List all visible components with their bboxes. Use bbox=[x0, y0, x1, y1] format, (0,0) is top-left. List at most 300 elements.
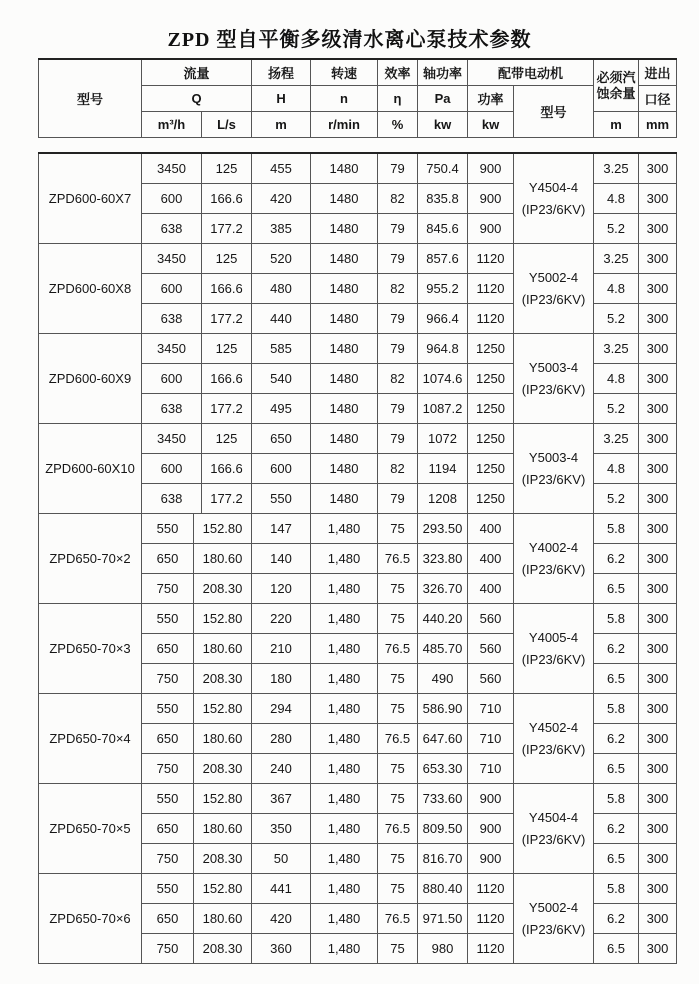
flow-ls-cell: 180.60 bbox=[194, 814, 252, 844]
motor-power-cell: 1250 bbox=[468, 424, 514, 454]
unit-head-m: m bbox=[252, 112, 311, 138]
motor-power-cell: 1250 bbox=[468, 334, 514, 364]
head-cell: 240 bbox=[252, 754, 311, 784]
port-cell: 300 bbox=[639, 184, 677, 214]
speed-cell: 1480 bbox=[311, 153, 378, 184]
head-cell: 455 bbox=[252, 153, 311, 184]
flow-ls-cell: 125 bbox=[202, 244, 252, 274]
motor-spec-text: (IP23/6KV) bbox=[521, 651, 586, 667]
npsh-cell: 6.5 bbox=[594, 844, 639, 874]
head-cell: 210 bbox=[252, 634, 311, 664]
npsh-cell: 3.25 bbox=[594, 244, 639, 274]
npsh-label-line1: 必须汽 bbox=[596, 69, 636, 85]
shaft-power-cell: 647.60 bbox=[418, 724, 468, 754]
npsh-cell: 6.5 bbox=[594, 664, 639, 694]
npsh-cell: 6.2 bbox=[594, 904, 639, 934]
head-cell: 120 bbox=[252, 574, 311, 604]
efficiency-cell: 75 bbox=[378, 694, 418, 724]
efficiency-cell: 79 bbox=[378, 214, 418, 244]
motor-model-text: Y4504-4 bbox=[528, 809, 579, 825]
head-cell: 550 bbox=[252, 484, 311, 514]
npsh-cell: 6.2 bbox=[594, 544, 639, 574]
speed-cell: 1480 bbox=[311, 484, 378, 514]
shaft-power-cell: 1208 bbox=[418, 484, 468, 514]
flow-ls-cell: 208.30 bbox=[194, 574, 252, 604]
speed-cell: 1,480 bbox=[311, 514, 378, 544]
flow-ls-cell: 208.30 bbox=[194, 934, 252, 964]
speed-cell: 1,480 bbox=[311, 604, 378, 634]
col-header-port-line1: 进出 bbox=[639, 59, 677, 86]
flow-m3h-cell: 600 bbox=[142, 364, 202, 394]
head-cell: 585 bbox=[252, 334, 311, 364]
motor-model-cell bbox=[514, 334, 594, 424]
speed-cell: 1,480 bbox=[311, 814, 378, 844]
flow-ls-cell: 166.6 bbox=[202, 274, 252, 304]
flow-m3h-cell: 638 bbox=[142, 304, 202, 334]
flow-m3h-cell: 650 bbox=[142, 904, 194, 934]
efficiency-cell: 79 bbox=[378, 244, 418, 274]
port-cell: 300 bbox=[639, 544, 677, 574]
efficiency-cell: 79 bbox=[378, 394, 418, 424]
shaft-power-cell: 964.8 bbox=[418, 334, 468, 364]
motor-model-cell bbox=[514, 424, 594, 514]
port-cell: 300 bbox=[639, 754, 677, 784]
col-header-head-h: H bbox=[252, 86, 311, 112]
head-cell: 650 bbox=[252, 424, 311, 454]
port-cell: 300 bbox=[639, 634, 677, 664]
motor-power-cell: 710 bbox=[468, 694, 514, 724]
flow-m3h-cell: 650 bbox=[142, 724, 194, 754]
npsh-cell: 5.8 bbox=[594, 784, 639, 814]
motor-model-text: Y4502-4 bbox=[528, 719, 579, 735]
table-row bbox=[39, 874, 677, 904]
efficiency-cell: 75 bbox=[378, 664, 418, 694]
flow-m3h-cell: 650 bbox=[142, 634, 194, 664]
npsh-cell: 5.2 bbox=[594, 484, 639, 514]
efficiency-cell: 75 bbox=[378, 784, 418, 814]
shaft-power-cell: 485.70 bbox=[418, 634, 468, 664]
shaft-power-cell: 980 bbox=[418, 934, 468, 964]
motor-spec-text: (IP23/6KV) bbox=[521, 741, 586, 757]
shaft-power-cell: 323.80 bbox=[418, 544, 468, 574]
shaft-power-cell: 326.70 bbox=[418, 574, 468, 604]
speed-cell: 1,480 bbox=[311, 904, 378, 934]
col-header-flow-q: Q bbox=[142, 86, 252, 112]
flow-m3h-cell: 3450 bbox=[142, 244, 202, 274]
flow-ls-cell: 166.6 bbox=[202, 454, 252, 484]
pump-model-cell: ZPD600-60X10 bbox=[39, 424, 142, 514]
table-row bbox=[39, 784, 677, 814]
col-header-motor: 配带电动机 bbox=[468, 59, 594, 86]
motor-power-cell: 400 bbox=[468, 574, 514, 604]
shaft-power-cell: 293.50 bbox=[418, 514, 468, 544]
unit-percent: % bbox=[378, 112, 418, 138]
efficiency-cell: 75 bbox=[378, 604, 418, 634]
head-cell: 480 bbox=[252, 274, 311, 304]
port-cell: 300 bbox=[639, 153, 677, 184]
col-header-head: 扬程 bbox=[252, 59, 311, 86]
motor-power-cell: 1250 bbox=[468, 454, 514, 484]
port-cell: 300 bbox=[639, 784, 677, 814]
shaft-power-cell: 586.90 bbox=[418, 694, 468, 724]
pump-model-cell: ZPD600-60X8 bbox=[39, 244, 142, 334]
shaft-power-cell: 816.70 bbox=[418, 844, 468, 874]
efficiency-cell: 75 bbox=[378, 754, 418, 784]
npsh-label-line2: 蚀余量 bbox=[596, 85, 636, 101]
motor-model-cell bbox=[514, 604, 594, 694]
flow-m3h-cell: 750 bbox=[142, 844, 194, 874]
motor-spec-text: (IP23/6KV) bbox=[521, 921, 586, 937]
head-cell: 495 bbox=[252, 394, 311, 424]
flow-ls-cell: 177.2 bbox=[202, 214, 252, 244]
speed-cell: 1,480 bbox=[311, 874, 378, 904]
npsh-cell: 4.8 bbox=[594, 184, 639, 214]
head-cell: 520 bbox=[252, 244, 311, 274]
npsh-cell: 6.5 bbox=[594, 754, 639, 784]
motor-spec-text: (IP23/6KV) bbox=[521, 381, 586, 397]
speed-cell: 1,480 bbox=[311, 754, 378, 784]
table-row bbox=[39, 244, 677, 274]
flow-m3h-cell: 638 bbox=[142, 484, 202, 514]
col-header-speed: 转速 bbox=[311, 59, 378, 86]
motor-power-cell: 1120 bbox=[468, 904, 514, 934]
motor-power-cell: 900 bbox=[468, 784, 514, 814]
npsh-cell: 4.8 bbox=[594, 454, 639, 484]
port-cell: 300 bbox=[639, 394, 677, 424]
flow-m3h-cell: 600 bbox=[142, 454, 202, 484]
speed-cell: 1480 bbox=[311, 424, 378, 454]
port-cell: 300 bbox=[639, 454, 677, 484]
shaft-power-cell: 880.40 bbox=[418, 874, 468, 904]
port-cell: 300 bbox=[639, 814, 677, 844]
pump-model-cell: ZPD600-60X9 bbox=[39, 334, 142, 424]
efficiency-cell: 82 bbox=[378, 274, 418, 304]
unit-m3h: m³/h bbox=[142, 112, 202, 138]
head-cell: 180 bbox=[252, 664, 311, 694]
flow-ls-cell: 180.60 bbox=[194, 724, 252, 754]
shaft-power-cell: 653.30 bbox=[418, 754, 468, 784]
motor-spec-text: (IP23/6KV) bbox=[521, 471, 586, 487]
npsh-cell: 6.2 bbox=[594, 814, 639, 844]
head-cell: 140 bbox=[252, 544, 311, 574]
shaft-power-cell: 955.2 bbox=[418, 274, 468, 304]
port-cell: 300 bbox=[639, 904, 677, 934]
efficiency-cell: 76.5 bbox=[378, 814, 418, 844]
npsh-cell: 6.2 bbox=[594, 634, 639, 664]
shaft-power-cell: 845.6 bbox=[418, 214, 468, 244]
efficiency-cell: 82 bbox=[378, 184, 418, 214]
motor-power-cell: 900 bbox=[468, 814, 514, 844]
flow-ls-cell: 125 bbox=[202, 334, 252, 364]
head-cell: 600 bbox=[252, 454, 311, 484]
efficiency-cell: 75 bbox=[378, 514, 418, 544]
motor-model-text: Y5002-4 bbox=[528, 269, 579, 285]
shaft-power-cell: 966.4 bbox=[418, 304, 468, 334]
port-cell: 300 bbox=[639, 484, 677, 514]
head-cell: 367 bbox=[252, 784, 311, 814]
flow-m3h-cell: 550 bbox=[142, 694, 194, 724]
flow-m3h-cell: 3450 bbox=[142, 424, 202, 454]
motor-model-text: Y4002-4 bbox=[528, 539, 579, 555]
head-cell: 220 bbox=[252, 604, 311, 634]
port-cell: 300 bbox=[639, 334, 677, 364]
motor-power-cell: 1120 bbox=[468, 274, 514, 304]
pump-model-cell: ZPD650-70×3 bbox=[39, 604, 142, 694]
pump-model-cell: ZPD600-60X7 bbox=[39, 153, 142, 244]
col-header-efficiency: 效率 bbox=[378, 59, 418, 86]
npsh-cell: 6.2 bbox=[594, 724, 639, 754]
col-header-shaft-power: 轴功率 bbox=[418, 59, 468, 86]
head-cell: 540 bbox=[252, 364, 311, 394]
head-cell: 350 bbox=[252, 814, 311, 844]
flow-m3h-cell: 750 bbox=[142, 664, 194, 694]
shaft-power-cell: 733.60 bbox=[418, 784, 468, 814]
flow-ls-cell: 177.2 bbox=[202, 304, 252, 334]
flow-m3h-cell: 650 bbox=[142, 544, 194, 574]
page-title: ZPD 型自平衡多级清水离心泵技术参数 bbox=[167, 29, 532, 51]
table-row bbox=[39, 694, 677, 724]
motor-model-cell bbox=[514, 153, 594, 244]
flow-ls-cell: 125 bbox=[202, 424, 252, 454]
pump-model-cell: ZPD650-70×5 bbox=[39, 784, 142, 874]
speed-cell: 1,480 bbox=[311, 784, 378, 814]
table-row bbox=[39, 604, 677, 634]
flow-ls-cell: 177.2 bbox=[202, 484, 252, 514]
flow-m3h-cell: 750 bbox=[142, 574, 194, 604]
npsh-cell: 5.8 bbox=[594, 514, 639, 544]
col-header-shaft-pa: Pa bbox=[418, 86, 468, 112]
port-cell: 300 bbox=[639, 514, 677, 544]
motor-power-cell: 560 bbox=[468, 664, 514, 694]
motor-model-text: Y4005-4 bbox=[528, 629, 579, 645]
npsh-cell: 5.2 bbox=[594, 214, 639, 244]
speed-cell: 1480 bbox=[311, 184, 378, 214]
efficiency-cell: 82 bbox=[378, 364, 418, 394]
speed-cell: 1,480 bbox=[311, 574, 378, 604]
flow-m3h-cell: 550 bbox=[142, 604, 194, 634]
unit-mm: mm bbox=[639, 112, 677, 138]
flow-ls-cell: 152.80 bbox=[194, 874, 252, 904]
unit-rmin: r/min bbox=[311, 112, 378, 138]
speed-cell: 1,480 bbox=[311, 724, 378, 754]
shaft-power-cell: 1194 bbox=[418, 454, 468, 484]
shaft-power-cell: 490 bbox=[418, 664, 468, 694]
speed-cell: 1,480 bbox=[311, 934, 378, 964]
efficiency-cell: 75 bbox=[378, 874, 418, 904]
port-cell: 300 bbox=[639, 274, 677, 304]
npsh-cell: 6.5 bbox=[594, 574, 639, 604]
efficiency-cell: 79 bbox=[378, 484, 418, 514]
flow-m3h-cell: 650 bbox=[142, 814, 194, 844]
head-cell: 420 bbox=[252, 904, 311, 934]
col-header-npsh bbox=[594, 59, 639, 112]
efficiency-cell: 79 bbox=[378, 153, 418, 184]
npsh-cell: 5.8 bbox=[594, 874, 639, 904]
pump-model-cell: ZPD650-70×4 bbox=[39, 694, 142, 784]
col-header-motor-model: 型号 bbox=[514, 86, 594, 138]
port-cell: 300 bbox=[639, 934, 677, 964]
efficiency-cell: 76.5 bbox=[378, 724, 418, 754]
col-header-port-line2: 口径 bbox=[639, 86, 677, 112]
motor-model-cell bbox=[514, 694, 594, 784]
flow-ls-cell: 208.30 bbox=[194, 664, 252, 694]
flow-ls-cell: 180.60 bbox=[194, 544, 252, 574]
speed-cell: 1,480 bbox=[311, 844, 378, 874]
shaft-power-cell: 857.6 bbox=[418, 244, 468, 274]
speed-cell: 1,480 bbox=[311, 544, 378, 574]
port-cell: 300 bbox=[639, 304, 677, 334]
flow-m3h-cell: 600 bbox=[142, 274, 202, 304]
head-cell: 147 bbox=[252, 514, 311, 544]
header-row-1 bbox=[39, 59, 677, 86]
port-cell: 300 bbox=[639, 694, 677, 724]
motor-power-cell: 900 bbox=[468, 153, 514, 184]
shaft-power-cell: 750.4 bbox=[418, 153, 468, 184]
motor-power-cell: 900 bbox=[468, 214, 514, 244]
pump-model-cell: ZPD650-70×6 bbox=[39, 874, 142, 964]
efficiency-cell: 79 bbox=[378, 424, 418, 454]
spec-table-zpd650 bbox=[38, 513, 677, 964]
head-cell: 360 bbox=[252, 934, 311, 964]
flow-m3h-cell: 3450 bbox=[142, 334, 202, 364]
motor-spec-text: (IP23/6KV) bbox=[521, 561, 586, 577]
speed-cell: 1480 bbox=[311, 274, 378, 304]
motor-power-cell: 1120 bbox=[468, 874, 514, 904]
npsh-cell: 3.25 bbox=[594, 424, 639, 454]
efficiency-cell: 75 bbox=[378, 934, 418, 964]
head-cell: 385 bbox=[252, 214, 311, 244]
col-header-efficiency-eta: η bbox=[378, 86, 418, 112]
speed-cell: 1480 bbox=[311, 364, 378, 394]
motor-power-cell: 560 bbox=[468, 634, 514, 664]
spec-table-header bbox=[38, 58, 677, 138]
efficiency-cell: 76.5 bbox=[378, 904, 418, 934]
motor-model-text: Y5003-4 bbox=[528, 449, 579, 465]
motor-model-text: Y4504-4 bbox=[528, 179, 579, 195]
speed-cell: 1480 bbox=[311, 334, 378, 364]
npsh-cell: 5.2 bbox=[594, 394, 639, 424]
speed-cell: 1,480 bbox=[311, 634, 378, 664]
efficiency-cell: 76.5 bbox=[378, 634, 418, 664]
col-header-motor-power: 功率 bbox=[468, 86, 514, 112]
motor-power-cell: 710 bbox=[468, 754, 514, 784]
motor-spec-text: (IP23/6KV) bbox=[521, 831, 586, 847]
motor-spec-text: (IP23/6KV) bbox=[521, 201, 586, 217]
port-cell: 300 bbox=[639, 874, 677, 904]
flow-m3h-cell: 600 bbox=[142, 184, 202, 214]
unit-kw-motor: kw bbox=[468, 112, 514, 138]
npsh-cell: 4.8 bbox=[594, 274, 639, 304]
flow-ls-cell: 125 bbox=[202, 153, 252, 184]
motor-power-cell: 560 bbox=[468, 604, 514, 634]
port-cell: 300 bbox=[639, 574, 677, 604]
motor-model-cell bbox=[514, 874, 594, 964]
speed-cell: 1480 bbox=[311, 304, 378, 334]
motor-model-text: Y5003-4 bbox=[528, 359, 579, 375]
motor-model-cell bbox=[514, 244, 594, 334]
speed-cell: 1,480 bbox=[311, 664, 378, 694]
npsh-cell: 5.8 bbox=[594, 694, 639, 724]
motor-power-cell: 710 bbox=[468, 724, 514, 754]
motor-power-cell: 1120 bbox=[468, 244, 514, 274]
flow-ls-cell: 180.60 bbox=[194, 904, 252, 934]
flow-ls-cell: 152.80 bbox=[194, 694, 252, 724]
motor-model-cell bbox=[514, 784, 594, 874]
pump-model-cell: ZPD650-70×2 bbox=[39, 514, 142, 604]
port-cell: 300 bbox=[639, 724, 677, 754]
npsh-cell: 3.25 bbox=[594, 153, 639, 184]
npsh-cell: 4.8 bbox=[594, 364, 639, 394]
flow-m3h-cell: 638 bbox=[142, 394, 202, 424]
npsh-cell: 5.8 bbox=[594, 604, 639, 634]
port-cell: 300 bbox=[639, 214, 677, 244]
motor-power-cell: 400 bbox=[468, 514, 514, 544]
port-cell: 300 bbox=[639, 244, 677, 274]
shaft-power-cell: 971.50 bbox=[418, 904, 468, 934]
speed-cell: 1480 bbox=[311, 454, 378, 484]
head-cell: 50 bbox=[252, 844, 311, 874]
efficiency-cell: 75 bbox=[378, 574, 418, 604]
shaft-power-cell: 440.20 bbox=[418, 604, 468, 634]
motor-power-cell: 1250 bbox=[468, 484, 514, 514]
head-cell: 280 bbox=[252, 724, 311, 754]
shaft-power-cell: 1074.6 bbox=[418, 364, 468, 394]
port-cell: 300 bbox=[639, 604, 677, 634]
flow-ls-cell: 208.30 bbox=[194, 844, 252, 874]
npsh-cell: 6.5 bbox=[594, 934, 639, 964]
table-row bbox=[39, 334, 677, 364]
flow-ls-cell: 166.6 bbox=[202, 364, 252, 394]
head-cell: 294 bbox=[252, 694, 311, 724]
flow-m3h-cell: 550 bbox=[142, 784, 194, 814]
flow-ls-cell: 166.6 bbox=[202, 184, 252, 214]
flow-m3h-cell: 550 bbox=[142, 874, 194, 904]
head-cell: 440 bbox=[252, 304, 311, 334]
shaft-power-cell: 809.50 bbox=[418, 814, 468, 844]
speed-cell: 1480 bbox=[311, 244, 378, 274]
unit-ls: L/s bbox=[202, 112, 252, 138]
spec-table-zpd600 bbox=[38, 152, 677, 514]
flow-m3h-cell: 550 bbox=[142, 514, 194, 544]
speed-cell: 1,480 bbox=[311, 694, 378, 724]
flow-ls-cell: 152.80 bbox=[194, 514, 252, 544]
shaft-power-cell: 835.8 bbox=[418, 184, 468, 214]
npsh-cell: 3.25 bbox=[594, 334, 639, 364]
motor-power-cell: 1250 bbox=[468, 364, 514, 394]
motor-power-cell: 1120 bbox=[468, 934, 514, 964]
table-row bbox=[39, 424, 677, 454]
unit-kw-shaft: kw bbox=[418, 112, 468, 138]
efficiency-cell: 75 bbox=[378, 844, 418, 874]
table-row bbox=[39, 153, 677, 184]
flow-m3h-cell: 638 bbox=[142, 214, 202, 244]
flow-m3h-cell: 3450 bbox=[142, 153, 202, 184]
efficiency-cell: 79 bbox=[378, 304, 418, 334]
port-cell: 300 bbox=[639, 424, 677, 454]
efficiency-cell: 79 bbox=[378, 334, 418, 364]
flow-ls-cell: 152.80 bbox=[194, 604, 252, 634]
npsh-cell: 5.2 bbox=[594, 304, 639, 334]
flow-ls-cell: 180.60 bbox=[194, 634, 252, 664]
motor-power-cell: 1250 bbox=[468, 394, 514, 424]
shaft-power-cell: 1072 bbox=[418, 424, 468, 454]
flow-ls-cell: 208.30 bbox=[194, 754, 252, 784]
flow-m3h-cell: 750 bbox=[142, 934, 194, 964]
motor-power-cell: 900 bbox=[468, 844, 514, 874]
speed-cell: 1480 bbox=[311, 214, 378, 244]
efficiency-cell: 82 bbox=[378, 454, 418, 484]
col-header-pump-model: 型号 bbox=[39, 59, 142, 138]
